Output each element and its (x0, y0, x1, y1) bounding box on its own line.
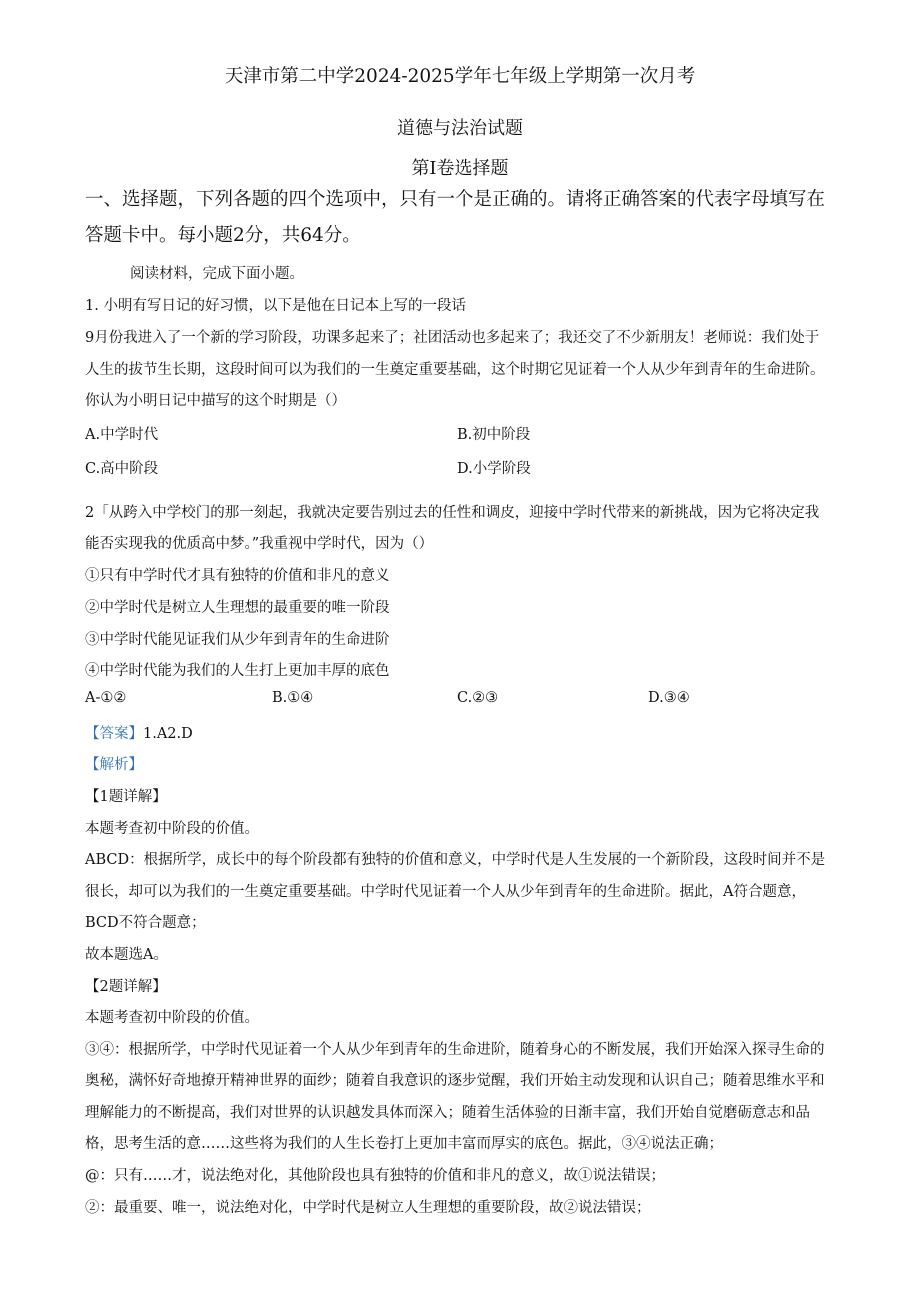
detail2-line-2: ③④：根据所学，中学时代见证着一个人从少年到青年的生命进阶，随着身心的不断发展，我们开始深入探寻生命的 (85, 1042, 825, 1058)
q2-item-2: ②中学时代是树立人生理想的最重要的唯一阶段 (85, 600, 390, 616)
exam-subject: 道德与法治试题 (397, 118, 523, 139)
detail1-line-4: BCD不符合题意； (85, 915, 206, 931)
detail2-line-7: ②：最重要、唯一，说法绝对化，中学时代是树立人生理想的重要阶段，故②说法错误； (85, 1200, 651, 1216)
q2-item-1: ①只有中学时代才具有独特的价值和非凡的意义 (85, 568, 390, 584)
q2-stem-line-2: 能否实现我的优质高中梦。”我重视中学时代，因为（） (85, 536, 434, 552)
q1-option-a: A.中学时代 (85, 427, 159, 443)
detail2-line-6: @：只有……才，说法绝对化，其他阶段也具有独特的价值和非凡的意义，故①说法错误； (85, 1168, 665, 1184)
reading-intro: 阅读材料，完成下面小题。 (130, 266, 304, 282)
q1-option-b: B.初中阶段 (457, 427, 531, 443)
detail2-line-3: 奥秘，满怀好奇地撩开精神世界的面纱；随着自我意识的逐步觉醒，我们开始主动发现和认识自己；随着思维水平和 (85, 1073, 825, 1089)
analysis-label: 【解析】 (85, 757, 143, 773)
answer-line (85, 722, 840, 743)
detail1-line-1: 本题考查初中阶段的价值。 (85, 821, 259, 837)
detail2-line-4: 理解能力的不断提高，我们对世界的认识越发具体而深入；随着生活体验的日渐丰富，我们开始自觉磨砺意志和品 (85, 1105, 810, 1121)
section-instructions-line-1: 一、选择题，下列各题的四个选项中，只有一个是正确的。请将正确答案的代表字母填写在 (85, 189, 826, 210)
q2-item-4: ④中学时代能为我们的人生打上更加丰厚的底色 (85, 663, 390, 679)
detail2-line-1: 本题考查初中阶段的价值。 (85, 1010, 259, 1026)
answer-label: 【答案】 (85, 726, 143, 742)
detail1-line-5: 故本题选A。 (85, 947, 168, 963)
detail2-label: 【2题详解】 (85, 979, 167, 995)
q2-option-b: B.①④ (272, 690, 314, 706)
detail1-line-3: 很长，却可以为我们的一生奠定重要基础。中学时代见证着一个人从少年到青年的生命进阶。据此，A符合题意， (85, 884, 806, 900)
answer-text: 1.A2.D (143, 726, 193, 742)
q2-stem-line-1: 2「从跨入中学校门的那一刻起，我就决定要告别过去的任性和调皮，迎接中学时代带来的新挑战，因为它将决定我 (85, 505, 820, 521)
detail1-line-2: ABCD：根据所学，成长中的每个阶段都有独特的价值和意义，中学时代是人生发展的一个新阶段，这段时间并不是 (85, 852, 826, 868)
q2-option-d: D.③④ (648, 690, 690, 706)
q2-option-c: C.②③ (457, 690, 499, 706)
q1-diary-line-1: 9月份我进入了一个新的学习阶段，功课多起来了；社团活动也多起来了；我还交了不少新朋友！老师说：我们处于 (85, 330, 820, 346)
q1-option-d: D.小学阶段 (457, 461, 531, 477)
exam-title: 天津市第二中学2024-2025学年七年级上学期第一次月考 (224, 66, 696, 87)
q1-option-c: C.高中阶段 (85, 461, 159, 477)
detail1-label: 【1题详解】 (85, 789, 167, 805)
section-instructions (85, 182, 845, 254)
section-instructions-line-2: 答题卡中。每小题2分，共64分。 (85, 225, 361, 246)
q1-diary-line-2: 人生的拔节生长期，这段时间可以为我们的一生奠定重要基础，这个时期它见证着一个人从少年到青年的生命进阶。 (85, 362, 825, 378)
q2-item-3: ③中学时代能见证我们从少年到青年的生命进阶 (85, 632, 390, 648)
volume-heading: 第Ⅰ卷选择题 (411, 158, 509, 179)
q1-question: 你认为小明日记中描写的这个时期是（） (85, 393, 346, 409)
q2-option-a: A-①② (85, 690, 127, 706)
detail2-line-5: 格，思考生活的意……这些将为我们的人生长卷打上更加丰富而厚实的底色。据此，③④说法正确； (85, 1136, 723, 1152)
q1-stem: 1. 小明有写日记的好习惯，以下是他在日记本上写的一段话 (85, 298, 466, 314)
